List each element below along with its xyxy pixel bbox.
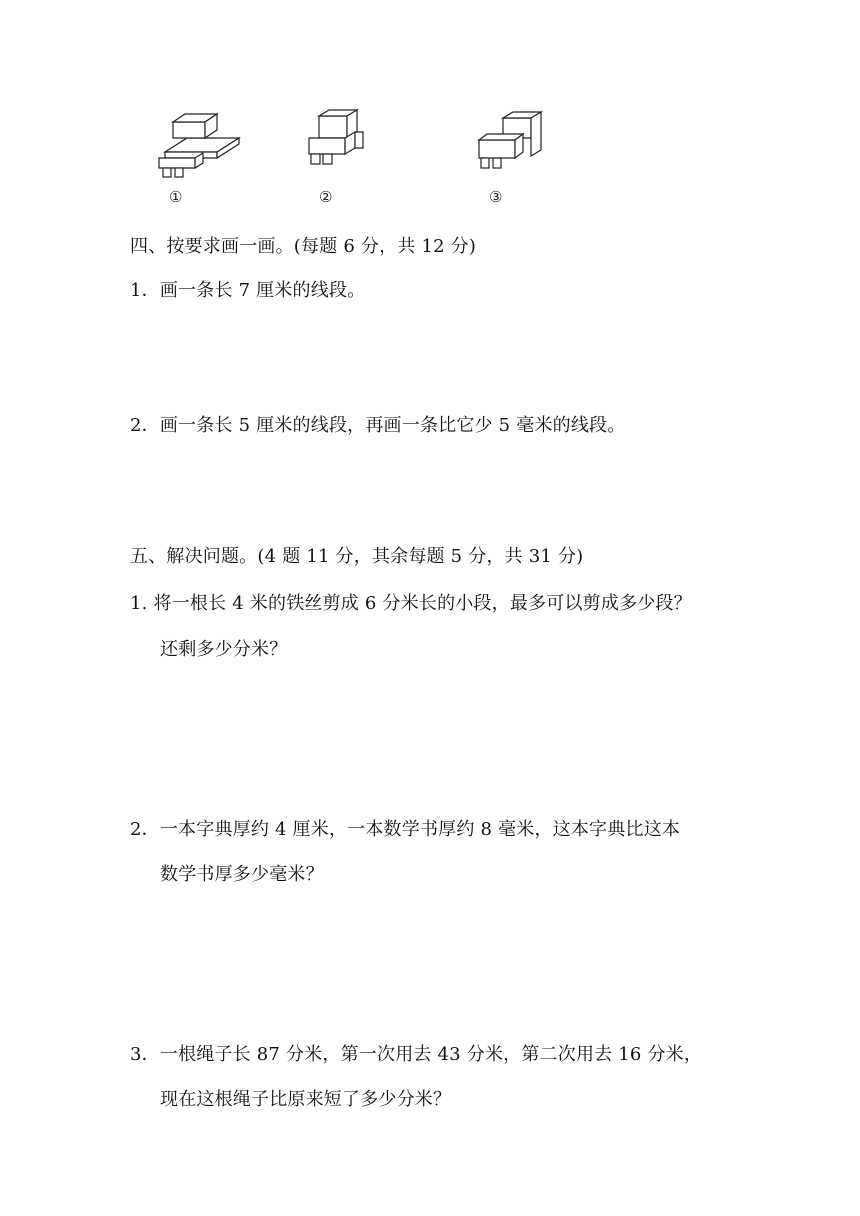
section-5-question-3-line-2: 现在这根绳子比原来短了多少分米？ [160, 1089, 452, 1110]
block-figure-1 [155, 108, 245, 206]
section-5-heading: 五、解决问题。(4 题 11 分，其余每题 5 分，共 31 分) [130, 546, 584, 567]
section-5-question-1-line-2: 还剩多少分米？ [160, 639, 288, 660]
figure-label-3: ③ [489, 188, 503, 206]
block-figure-2 [305, 108, 395, 206]
section-4-question-2: 2．画一条长 5 厘米的线段，再画一条比它少 5 毫米的线段。 [130, 415, 626, 436]
block-figure-3 [475, 108, 565, 206]
figure-label-1: ① [169, 188, 183, 206]
section-5-question-2-line-2: 数学书厚多少毫米？ [160, 864, 324, 885]
figure-label-2: ② [319, 188, 333, 206]
section-4-heading: 四、按要求画一画。(每题 6 分，共 12 分) [130, 236, 477, 257]
figure-row [155, 108, 555, 213]
section-4-question-1: 1．画一条长 7 厘米的线段。 [130, 280, 366, 301]
section-5-question-1-line-1: 1. 将一根长 4 米的铁丝剪成 6 分米长的小段，最多可以剪成多少段？ [130, 593, 692, 614]
section-5-question-3-line-1: 3．一根绳子长 87 分米，第一次用去 43 分米，第二次用去 16 分米， [130, 1044, 703, 1065]
section-5-question-2-line-1: 2．一本字典厚约 4 厘米，一本数学书厚约 8 毫米，这本字典比这本 [130, 819, 681, 840]
